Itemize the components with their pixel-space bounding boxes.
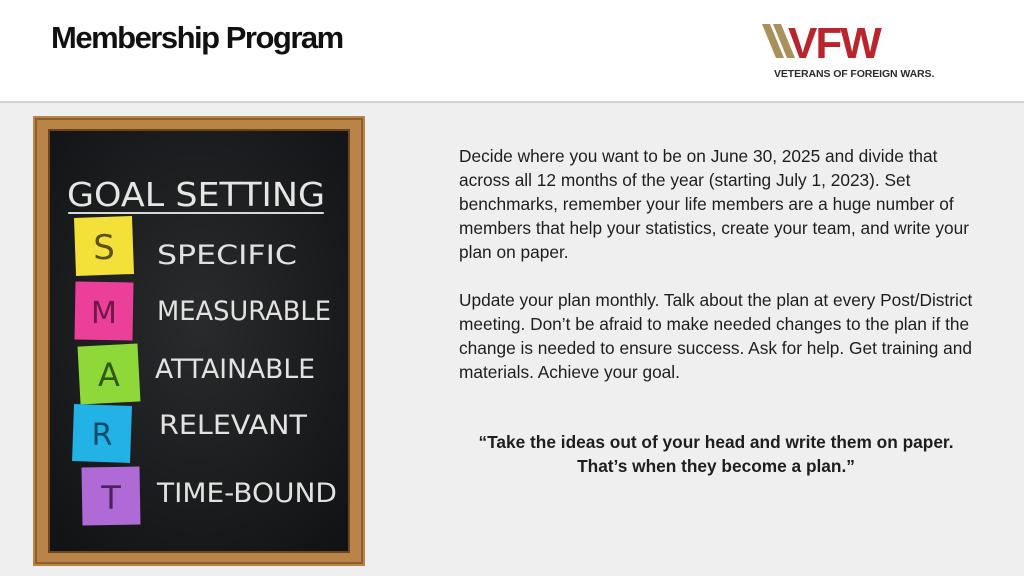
vfw-logo xyxy=(760,20,935,86)
sticky-letter-a: A xyxy=(98,356,120,394)
logo-wordmark: VFW xyxy=(788,20,880,66)
sticky-letter-t: T xyxy=(101,479,121,517)
sticky-letter-m: M xyxy=(91,296,117,331)
paragraph-benchmarks: Decide where you want to be on June 30, 2025 and divide that across all 12 months of the year (starting July 1, 2023). Set benchmarks, remember your life members are a huge number of members that help your statistics, create your team, and write your plan on paper. xyxy=(459,146,970,262)
board-word-relevant: RELEVANT xyxy=(159,410,308,441)
board-word-measurable: MEASURABLE xyxy=(157,296,331,327)
goal-setting-chalkboard-image xyxy=(33,116,365,566)
board-word-specific: SPECIFIC xyxy=(157,240,297,271)
body-text xyxy=(459,144,989,384)
board-word-attainable: ATTAINABLE xyxy=(155,354,315,385)
logo-tagline: VETERANS OF FOREIGN WARS. xyxy=(774,68,935,80)
slide-header xyxy=(0,0,1024,103)
sticky-letter-s: S xyxy=(93,228,115,268)
slide-body xyxy=(0,103,1024,576)
paragraph-update-plan: Update your plan monthly. Talk about the plan at every Post/District meeting. Don’t be afraid to make needed changes to the plan if the change is needed to ensure success. Ask for help. Get training and materials. Achieve your goal. xyxy=(459,290,973,382)
plan-quote: “Take the ideas out of your head and write them on paper. That’s when they become a plan.” xyxy=(478,432,954,476)
sticky-letter-r: R xyxy=(91,418,113,453)
board-word-time-bound: TIME-BOUND xyxy=(155,478,337,509)
page-title: Membership Program xyxy=(51,20,343,55)
board-heading: GOAL SETTING xyxy=(67,175,325,214)
